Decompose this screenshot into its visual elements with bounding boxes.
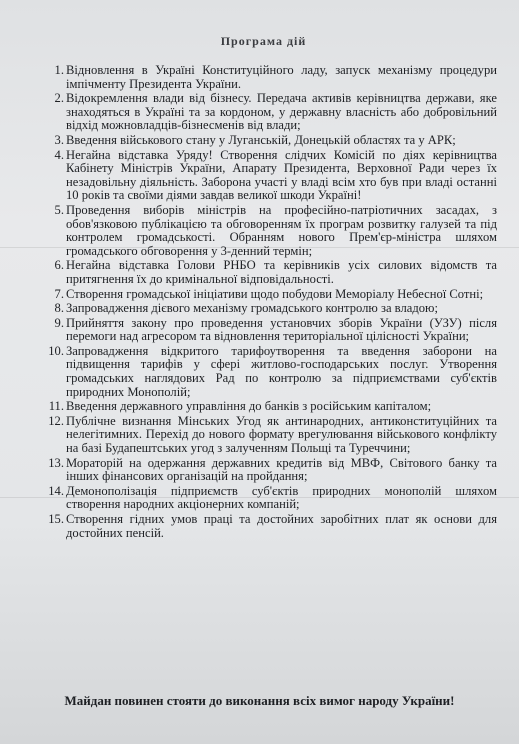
demand-number: 2. — [54, 91, 64, 106]
demand-number: 5. — [54, 202, 64, 217]
closing-statement: Майдан повинен стояти до виконання всіх вимог народу України! — [64, 693, 455, 708]
demand-item — [30, 134, 497, 148]
demand-item — [30, 204, 497, 258]
demand-text: Прийняття закону про проведення установчих зборів України (УЗУ) після перемоги над агресором та відновлення територіальної цілісності України; — [66, 315, 497, 344]
demand-text: Мораторій на одержання державних кредитів від МВФ, Світового банку та інших фінансових організацій на пройдання; — [66, 455, 497, 484]
demand-number: 15. — [48, 512, 64, 526]
demand-text: Проведення виборів міністрів на професійно-патріотичних засадах, з обов'язковою публікацією та обговоренням їх програм розвитку галузей та під контролем громадськості. Обранням нового Прем'єр-міністра шляхом громадського обговорення у 3-денний термін; — [66, 202, 497, 258]
demand-item — [30, 513, 497, 540]
demand-number: 11. — [48, 399, 64, 414]
demand-item — [30, 288, 497, 302]
demand-text: Негайна відставка Уряду! Створення слідчих Комісій по діях керівництва Кабінету Міністрів України, Апарату Президента, Верховної Ради через їх незадовільну діяльність. Заборона участі у владі всім хто був при владі останні 10 років та своїми діями завдав великої шкоди Україні! — [66, 147, 497, 203]
demand-number: 3. — [54, 132, 64, 147]
document-title: Програма дій — [220, 34, 307, 48]
demand-number: 1. — [54, 63, 64, 77]
demand-number: 10. — [48, 343, 64, 358]
demand-number: 6. — [54, 258, 64, 273]
demand-text: Введення державного управління до банків з російським капіталом; — [66, 399, 432, 414]
demand-text: Відокремлення влади від бізнесу. Передача активів керівництва держави, яке знаходяться в Україні та за кордоном, у державну власність або добровільний відхід можновладців-бізнесменів від влади; — [66, 91, 497, 133]
demand-item — [30, 485, 497, 512]
demand-text: Створення громадської ініціативи щодо побудови Меморіалу Небесної Сотні; — [66, 286, 484, 301]
demand-item — [30, 92, 497, 133]
demand-number: 8. — [54, 301, 64, 316]
demand-item — [30, 149, 497, 203]
demand-text: Демонополізація підприємств суб'єктів природних монополій шляхом створення народних акціонерних компаній; — [66, 483, 497, 512]
demand-text: Запровадження дієвого механізму громадського контролю за владою; — [66, 301, 438, 316]
demand-number: 4. — [54, 147, 64, 162]
demand-text: Створення гідних умов праці та достойних заробітних плат як основи для достойних пенсій. — [66, 512, 497, 540]
demand-number: 13. — [48, 455, 64, 470]
demand-number: 7. — [54, 286, 64, 301]
demand-item — [30, 302, 497, 316]
demand-text: Відновлення в Україні Конституційного ладу, запуск механізму процедури імпічменту Президента України. — [66, 63, 497, 91]
demand-text: Введення військового стану у Луганській, Донецькій областях та у АРК; — [66, 132, 456, 147]
demand-item — [30, 64, 497, 91]
demand-text: Негайна відставка Голови РНБО та керівників усіх силових відомств та притягнення їх до кримінальної відповідальності. — [66, 258, 497, 286]
demand-text: Запровадження відкритого тарифоутворення та введення заборони на підвищення тарифів у сфері житлово-господарських послуг. Утворення громадських наглядових Рад по контролю за підприємствами суб'єктів природних Монополій; — [66, 343, 497, 399]
demand-item — [30, 400, 497, 414]
demand-number: 12. — [48, 413, 64, 428]
demand-item — [30, 259, 497, 286]
demand-item — [30, 415, 497, 456]
demand-text: Публічне визнання Мінських Угод як антинародних, антиконституційних та нелегітимних. Перехід до нового формату врегулювання військового конфлікту на базі Будапештських угод з залученням Польщі та Туреччини; — [66, 413, 497, 456]
demand-number: 14. — [48, 483, 64, 498]
demand-item — [30, 345, 497, 399]
demand-item — [30, 457, 497, 484]
demand-number: 9. — [54, 315, 64, 330]
demands-list — [30, 64, 497, 540]
demand-item — [30, 317, 497, 344]
